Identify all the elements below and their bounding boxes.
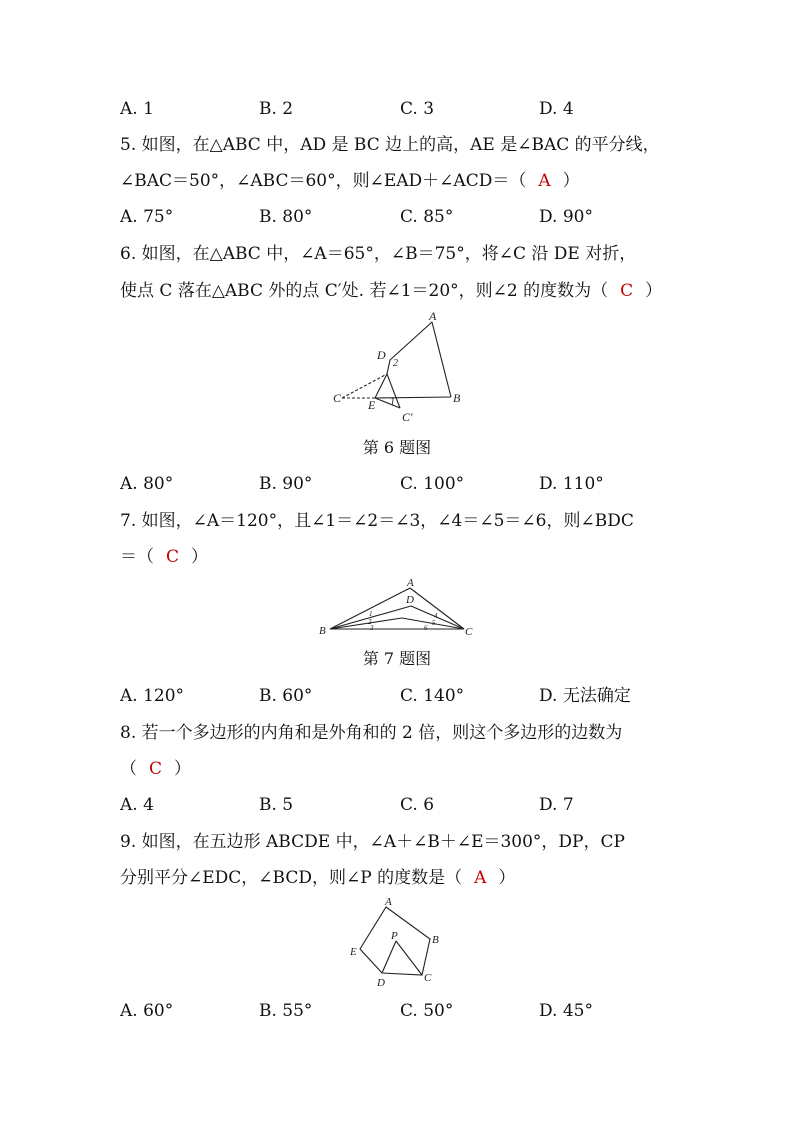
q7-option-a[interactable]: A. 120° xyxy=(120,686,185,706)
q6-angle-2: 2 xyxy=(393,358,398,369)
q6-caption: 第 6 题图 xyxy=(362,438,432,457)
q7-label-d: D xyxy=(406,594,414,606)
q7-caption: 第 7 题图 xyxy=(362,649,432,668)
q7-angle-5: 5 xyxy=(432,619,436,627)
q9-label-a: A xyxy=(385,896,392,908)
q9-line-dp xyxy=(382,941,396,973)
q8-option-d[interactable]: D. 7 xyxy=(539,795,574,815)
q6-option-b[interactable]: B. 90° xyxy=(259,474,313,494)
q9-paren-close: ） xyxy=(498,868,516,888)
q8-stem-line2 xyxy=(120,757,191,781)
q9-options xyxy=(120,999,680,1023)
q9-stem-line2 xyxy=(120,866,515,890)
q7-option-d[interactable]: D. 无法确定 xyxy=(539,686,631,706)
q7-label-b: B xyxy=(319,625,326,637)
q6-stem-line1: 6. 如图，在△ABC 中，∠A＝65°，∠B＝75°，将∠C 沿 DE 对折， xyxy=(120,244,637,264)
q6-option-a[interactable]: A. 80° xyxy=(120,474,174,494)
q8-paren-close: ） xyxy=(174,759,192,779)
q6-label-c: C xyxy=(333,391,342,405)
q9-stem-text: 分别平分∠EDC，∠BCD，则∠P 的度数是（ xyxy=(120,868,463,888)
q7-option-c[interactable]: C. 140° xyxy=(400,686,465,706)
q9-stem-line1: 9. 如图，在五边形 ABCDE 中，∠A＋∠B＋∠E＝300°，DP，CP xyxy=(120,832,625,852)
q9-label-c: C xyxy=(424,972,432,984)
q8-option-b[interactable]: B. 5 xyxy=(259,795,294,815)
q4-options xyxy=(120,97,680,121)
q4-option-d[interactable]: D. 4 xyxy=(539,99,574,119)
q6-label-c-prime: C′ xyxy=(402,410,413,424)
q7-stem-line1: 7. 如图，∠A＝120°，且∠1＝∠2＝∠3，∠4＝∠5＝∠6，则∠BDC xyxy=(120,511,634,531)
q9-label-b: B xyxy=(432,934,439,946)
q5-answer: A xyxy=(538,171,551,191)
q5-option-a[interactable]: A. 75° xyxy=(120,207,174,227)
q4-option-c[interactable]: C. 3 xyxy=(400,99,435,119)
q9-label-d: D xyxy=(377,977,385,989)
q6-label-e: E xyxy=(368,398,376,412)
q5-paren-close: ） xyxy=(562,171,580,191)
q7-stem-line2 xyxy=(120,545,208,569)
q5-options xyxy=(120,205,680,229)
q6-label-d: D xyxy=(377,348,386,362)
q8-stem-line1: 8. 若一个多边形的内角和是外角和的 2 倍，则这个多边形的边数为 xyxy=(120,723,623,743)
q8-options xyxy=(120,793,680,817)
q9-option-c[interactable]: C. 50° xyxy=(400,1001,454,1021)
q6-answer: C xyxy=(620,281,634,301)
q9-figure xyxy=(344,895,454,995)
q7-angle-4: 4 xyxy=(434,612,438,620)
q9-label-e: E xyxy=(350,946,357,958)
q6-label-a: A xyxy=(429,309,437,323)
q6-angle-1: 1 xyxy=(390,397,395,408)
q7-angle-3: 3 xyxy=(370,624,374,632)
q6-option-d[interactable]: D. 110° xyxy=(539,474,604,494)
q8-option-a[interactable]: A. 4 xyxy=(120,795,154,815)
q7-options xyxy=(120,684,680,708)
q7-option-b[interactable]: B. 60° xyxy=(259,686,313,706)
q5-stem-line1: 5. 如图，在△ABC 中，AD 是 BC 边上的高，AE 是∠BAC 的平分线， xyxy=(120,135,660,155)
q4-option-a[interactable]: A. 1 xyxy=(120,99,154,119)
q5-option-c[interactable]: C. 85° xyxy=(400,207,454,227)
q7-label-c: C xyxy=(465,626,473,638)
q6-dashed-cd xyxy=(342,374,387,398)
q6-label-b: B xyxy=(453,391,461,405)
q5-stem-text: ∠BAC＝50°，∠ABC＝60°，则∠EAD＋∠ACD＝（ xyxy=(120,171,527,191)
q9-label-p: P xyxy=(391,930,398,942)
q7-stem-text: ＝（ xyxy=(120,547,154,567)
q6-option-c[interactable]: C. 100° xyxy=(400,474,465,494)
q7-paren-close: ） xyxy=(191,547,209,567)
q6-line-ab xyxy=(432,322,451,397)
q9-option-a[interactable]: A. 60° xyxy=(120,1001,174,1021)
q7-angle-2: 2 xyxy=(368,618,372,626)
q6-paren-close: ） xyxy=(645,281,663,301)
q7-label-a: A xyxy=(407,577,414,589)
q5-option-d[interactable]: D. 90° xyxy=(539,207,593,227)
q7-answer: C xyxy=(166,547,180,567)
q6-stem-line2 xyxy=(120,279,662,303)
q9-answer: A xyxy=(474,868,487,888)
q6-stem-text: 使点 C 落在△ABC 外的点 C′处. 若∠1＝20°，则∠2 的度数为（ xyxy=(120,281,609,301)
q5-stem-line2 xyxy=(120,169,580,193)
q9-option-b[interactable]: B. 55° xyxy=(259,1001,313,1021)
q4-option-b[interactable]: B. 2 xyxy=(259,99,294,119)
q8-answer: C xyxy=(149,759,163,779)
q7-angle-1: 1 xyxy=(369,610,373,618)
q8-stem-text: （ xyxy=(120,759,137,779)
q8-option-c[interactable]: C. 6 xyxy=(400,795,435,815)
q7-angle-6: 6 xyxy=(424,624,428,632)
q6-options xyxy=(120,472,680,496)
q6-figure xyxy=(320,308,480,428)
q6-line-eb xyxy=(375,397,451,398)
q9-line-pc xyxy=(396,941,422,975)
q5-option-b[interactable]: B. 80° xyxy=(259,207,313,227)
q9-option-d[interactable]: D. 45° xyxy=(539,1001,593,1021)
q7-figure xyxy=(314,576,484,638)
